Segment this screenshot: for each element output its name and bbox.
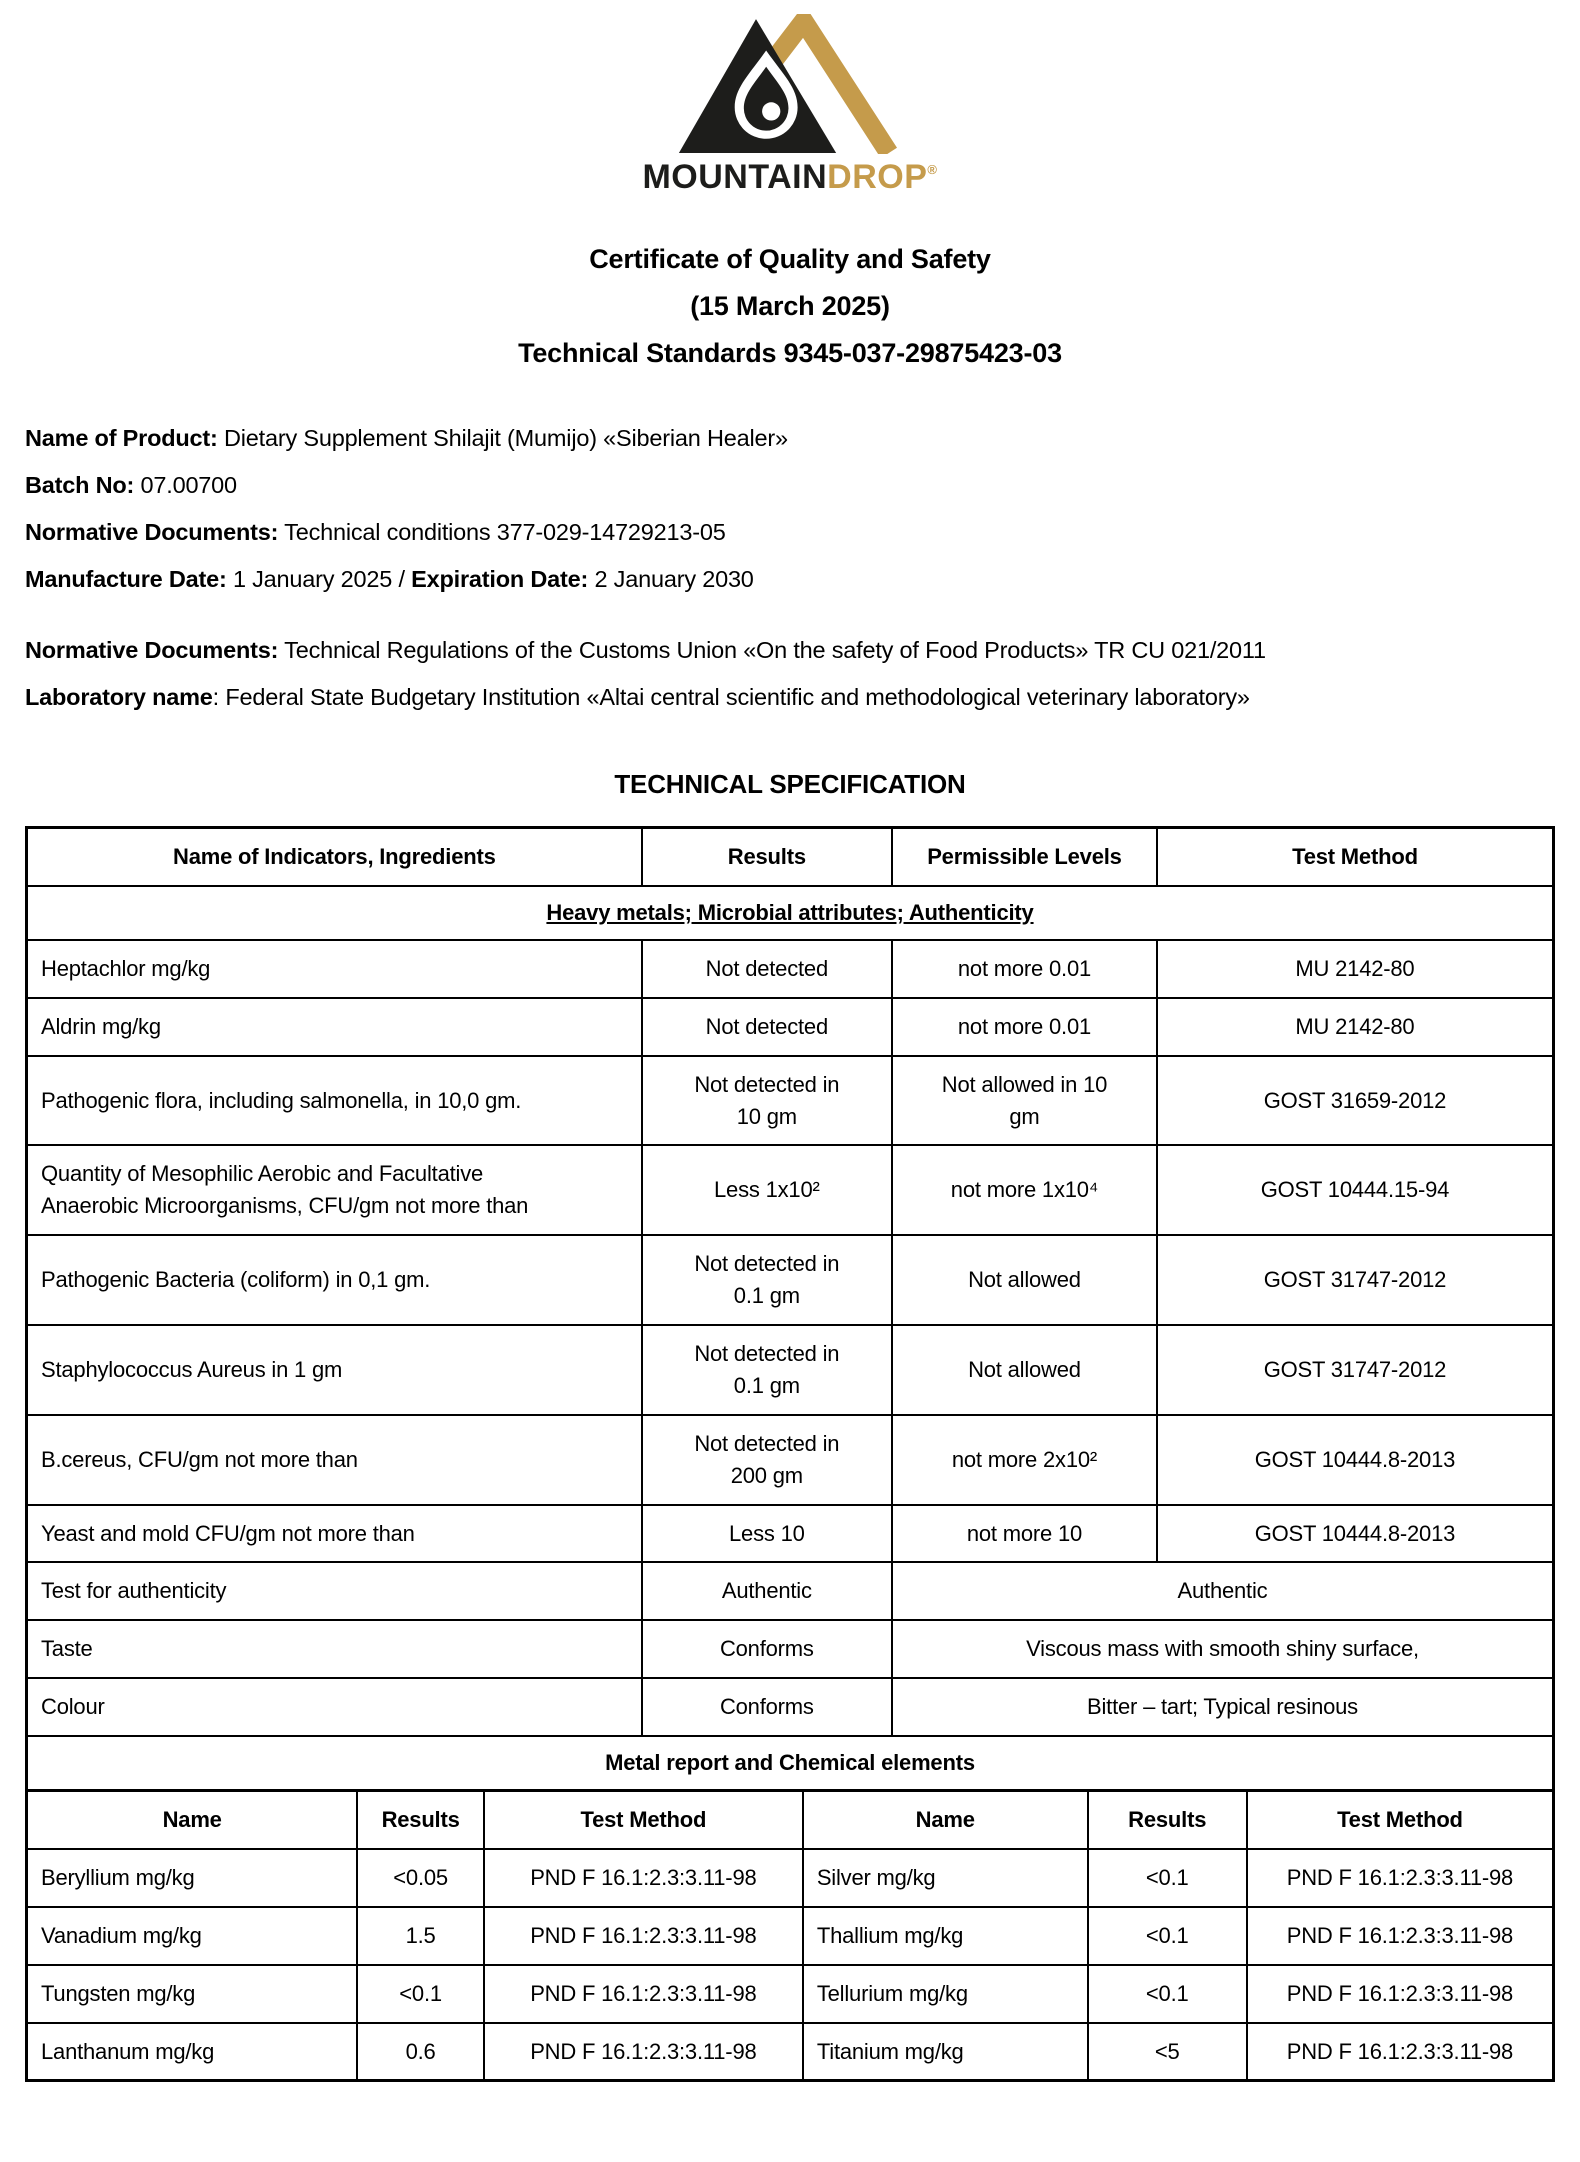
laboratory-label: Laboratory name: [25, 684, 213, 711]
table-row: [27, 1620, 1554, 1678]
regulation-value: Technical Regulations of the Customs Union «On the safety of Food Products» TR CU 021/2011: [278, 637, 1266, 664]
cell-text: Not allowed in 10 gm: [941, 1071, 1108, 1129]
indicator-permissible: [892, 1235, 1157, 1325]
element-method: PND F 16.1:2.3:3.11-98: [1247, 1965, 1554, 2023]
element-name: Vanadium mg/kg: [27, 1907, 358, 1965]
indicator-details: Viscous mass with smooth shiny surface,: [892, 1620, 1554, 1678]
cell-text: Not detected: [705, 1013, 828, 1039]
col-header-name: Name: [27, 1791, 358, 1849]
cell-text: Yeast and mold CFU/gm not more than: [41, 1520, 415, 1546]
indicator-results: Conforms: [642, 1678, 892, 1736]
element-result: 1.5: [357, 1907, 484, 1965]
indicator-permissible: [892, 1056, 1157, 1146]
element-method: PND F 16.1:2.3:3.11-98: [484, 1907, 803, 1965]
brand-wordmark: [25, 160, 1555, 194]
element-name: Thallium mg/kg: [803, 1907, 1088, 1965]
batch-value: 07.00700: [134, 472, 237, 499]
brand-mountain: MOUNTAIN: [642, 158, 828, 196]
indicator-results: [642, 1505, 892, 1563]
group-header-row: [27, 1736, 1554, 1790]
dates-line: [25, 566, 1555, 593]
laboratory-value: : Federal State Budgetary Institution «Altai central scientific and methodological veterinary laboratory»: [212, 684, 1250, 711]
element-name: Tellurium mg/kg: [803, 1965, 1088, 2023]
cell-text: Aldrin mg/kg: [41, 1013, 161, 1039]
element-method: PND F 16.1:2.3:3.11-98: [1247, 1849, 1554, 1907]
indicator-name: Colour: [27, 1678, 642, 1736]
indicator-name: [27, 1056, 642, 1146]
company-logo: [25, 14, 1555, 194]
registered-trademark-icon: ®: [927, 162, 938, 177]
element-result: <0.05: [357, 1849, 484, 1907]
indicator-details: Authentic: [892, 1562, 1554, 1620]
cell-text: B.cereus, CFU/gm not more than: [41, 1446, 358, 1472]
group-header-row: [27, 886, 1554, 940]
element-result: 0.6: [357, 2023, 484, 2081]
indicator-method: GOST 31747-2012: [1157, 1325, 1554, 1415]
product-info-block: [25, 425, 1555, 593]
col-header-method: Test Method: [484, 1791, 803, 1849]
regulation-line: [25, 637, 1555, 664]
table-row: [27, 1907, 1554, 1965]
element-result: <0.1: [357, 1965, 484, 2023]
manufacture-label: Manufacture Date:: [25, 566, 227, 593]
col-header-results: Results: [1088, 1791, 1247, 1849]
element-name: Silver mg/kg: [803, 1849, 1088, 1907]
group-header-text: Heavy metals; Microbial attributes; Authenticity: [546, 899, 1034, 925]
indicator-results: [642, 940, 892, 998]
batch-label: Batch No:: [25, 472, 135, 499]
cell-text: Pathogenic flora, including salmonella, in 10,0 gm.: [41, 1087, 522, 1113]
indicator-method: MU 2142-80: [1157, 940, 1554, 998]
element-method: PND F 16.1:2.3:3.11-98: [1247, 2023, 1554, 2081]
indicator-results: [642, 1415, 892, 1505]
cell-text: Not allowed: [968, 1356, 1081, 1382]
group-header-cell: Metal report and Chemical elements: [27, 1736, 1554, 1790]
group-header-cell: [27, 886, 1554, 940]
indicator-permissible: [892, 1415, 1157, 1505]
table-row: [27, 1965, 1554, 2023]
indicator-results: [642, 1056, 892, 1146]
table-row: [27, 1415, 1554, 1505]
cell-text: Less 10: [729, 1520, 805, 1546]
indicator-name: [27, 1415, 642, 1505]
metals-table: [25, 1789, 1555, 2082]
indicator-name: Test for authenticity: [27, 1562, 642, 1620]
table-row: [27, 1056, 1554, 1146]
cell-text: not more 2x10²: [951, 1446, 1098, 1472]
indicator-results: [642, 1235, 892, 1325]
col-header-method: Test Method: [1157, 828, 1554, 886]
document-titles: [25, 246, 1555, 367]
cell-text: not more 0.01: [957, 1013, 1092, 1039]
cell-text: Heptachlor mg/kg: [41, 955, 211, 981]
spec-header-row: [27, 828, 1554, 886]
indicator-name: Taste: [27, 1620, 642, 1678]
indicator-method: GOST 31747-2012: [1157, 1235, 1554, 1325]
col-header-permissible: Permissible Levels: [892, 828, 1157, 886]
normative-line: [25, 519, 1555, 546]
indicator-permissible: [892, 1325, 1157, 1415]
indicator-name: [27, 1235, 642, 1325]
indicator-permissible: [892, 1145, 1157, 1235]
table-row: [27, 1678, 1554, 1736]
table-row: [27, 998, 1554, 1056]
element-method: PND F 16.1:2.3:3.11-98: [484, 1965, 803, 2023]
cell-text: Quantity of Mesophilic Aerobic and Facultative Anaerobic Microorganisms, CFU/gm not more than: [41, 1161, 529, 1219]
laboratory-line: [25, 684, 1555, 711]
element-result: <0.1: [1088, 1907, 1247, 1965]
brand-drop: DROP: [827, 158, 928, 196]
indicator-name: [27, 1325, 642, 1415]
cell-text: Not detected in 200 gm: [694, 1430, 840, 1488]
element-method: PND F 16.1:2.3:3.11-98: [1247, 1907, 1554, 1965]
col-header-results: Results: [642, 828, 892, 886]
indicator-method: GOST 31659-2012: [1157, 1056, 1554, 1146]
table-row: [27, 1562, 1554, 1620]
cell-text: Not detected in 10 gm: [694, 1071, 840, 1129]
normative-label: Normative Documents:: [25, 519, 279, 546]
indicator-details: Bitter – tart; Typical resinous: [892, 1678, 1554, 1736]
cell-text: Not detected: [705, 955, 828, 981]
cell-text: Pathogenic Bacteria (coliform) in 0,1 gm.: [41, 1267, 431, 1293]
metals-header-row: [27, 1791, 1554, 1849]
table-row: [27, 1235, 1554, 1325]
element-result: <0.1: [1088, 1849, 1247, 1907]
element-name: Lanthanum mg/kg: [27, 2023, 358, 2081]
indicator-method: GOST 10444.15-94: [1157, 1145, 1554, 1235]
element-method: PND F 16.1:2.3:3.11-98: [484, 2023, 803, 2081]
table-row: [27, 1145, 1554, 1235]
element-name: Tungsten mg/kg: [27, 1965, 358, 2023]
indicator-results: Conforms: [642, 1620, 892, 1678]
normative-value: Technical conditions 377-029-14729213-05: [278, 519, 726, 546]
indicator-method: GOST 10444.8-2013: [1157, 1505, 1554, 1563]
cell-text: not more 0.01: [957, 955, 1092, 981]
cell-text: Not allowed: [968, 1267, 1081, 1293]
indicator-results: Authentic: [642, 1562, 892, 1620]
expiration-value: 2 January 2030: [588, 566, 754, 593]
table-row: [27, 1505, 1554, 1563]
col-header-method: Test Method: [1247, 1791, 1554, 1849]
table-row: [27, 940, 1554, 998]
indicator-name: [27, 1505, 642, 1563]
element-result: <5: [1088, 2023, 1247, 2081]
cell-text: Less 1x10²: [714, 1177, 820, 1203]
indicator-permissible: [892, 1505, 1157, 1563]
cell-text: Not detected in 0.1 gm: [694, 1251, 840, 1309]
cell-text: not more 1x10⁴: [950, 1177, 1099, 1203]
indicator-name: [27, 940, 642, 998]
technical-specification-heading: TECHNICAL SPECIFICATION: [614, 769, 966, 800]
element-name: Titanium mg/kg: [803, 2023, 1088, 2081]
indicator-results: [642, 1145, 892, 1235]
indicator-permissible: [892, 998, 1157, 1056]
certificate-date: (15 March 2025): [690, 291, 890, 321]
manufacture-value: 1 January 2025 /: [226, 566, 412, 593]
cell-text: not more 10: [966, 1520, 1083, 1546]
indicator-results: [642, 998, 892, 1056]
indicator-name: [27, 1145, 642, 1235]
indicator-method: GOST 10444.8-2013: [1157, 1415, 1554, 1505]
mountaindrop-logo-icon: [638, 14, 943, 154]
element-result: <0.1: [1088, 1965, 1247, 2023]
batch-line: [25, 472, 1555, 499]
product-name-line: [25, 425, 1555, 452]
regulation-label: Normative Documents:: [25, 637, 279, 664]
col-header-name: Name: [803, 1791, 1088, 1849]
col-header-results: Results: [357, 1791, 484, 1849]
technical-standards: Technical Standards 9345-037-29875423-03: [518, 338, 1062, 368]
indicator-permissible: [892, 940, 1157, 998]
cell-text: Staphylococcus Aureus in 1 gm: [41, 1356, 343, 1382]
indicator-name: [27, 998, 642, 1056]
indicator-method: MU 2142-80: [1157, 998, 1554, 1056]
table-row: [27, 1325, 1554, 1415]
element-method: PND F 16.1:2.3:3.11-98: [484, 1849, 803, 1907]
col-header-indicators: Name of Indicators, Ingredients: [27, 828, 642, 886]
table-row: [27, 2023, 1554, 2081]
regulatory-info-block: [25, 637, 1555, 711]
element-name: Beryllium mg/kg: [27, 1849, 358, 1907]
product-name-value: Dietary Supplement Shilajit (Mumijo) «Siberian Healer»: [217, 425, 788, 451]
expiration-label: Expiration Date:: [411, 566, 589, 593]
cell-text: Not detected in 0.1 gm: [694, 1341, 840, 1398]
technical-specification-table: [25, 826, 1555, 1792]
certificate-title: Certificate of Quality and Safety: [589, 244, 991, 274]
table-row: [27, 1849, 1554, 1907]
drop-hole-icon: [762, 102, 780, 120]
indicator-results: [642, 1325, 892, 1415]
product-name-label: Name of Product:: [25, 425, 218, 451]
